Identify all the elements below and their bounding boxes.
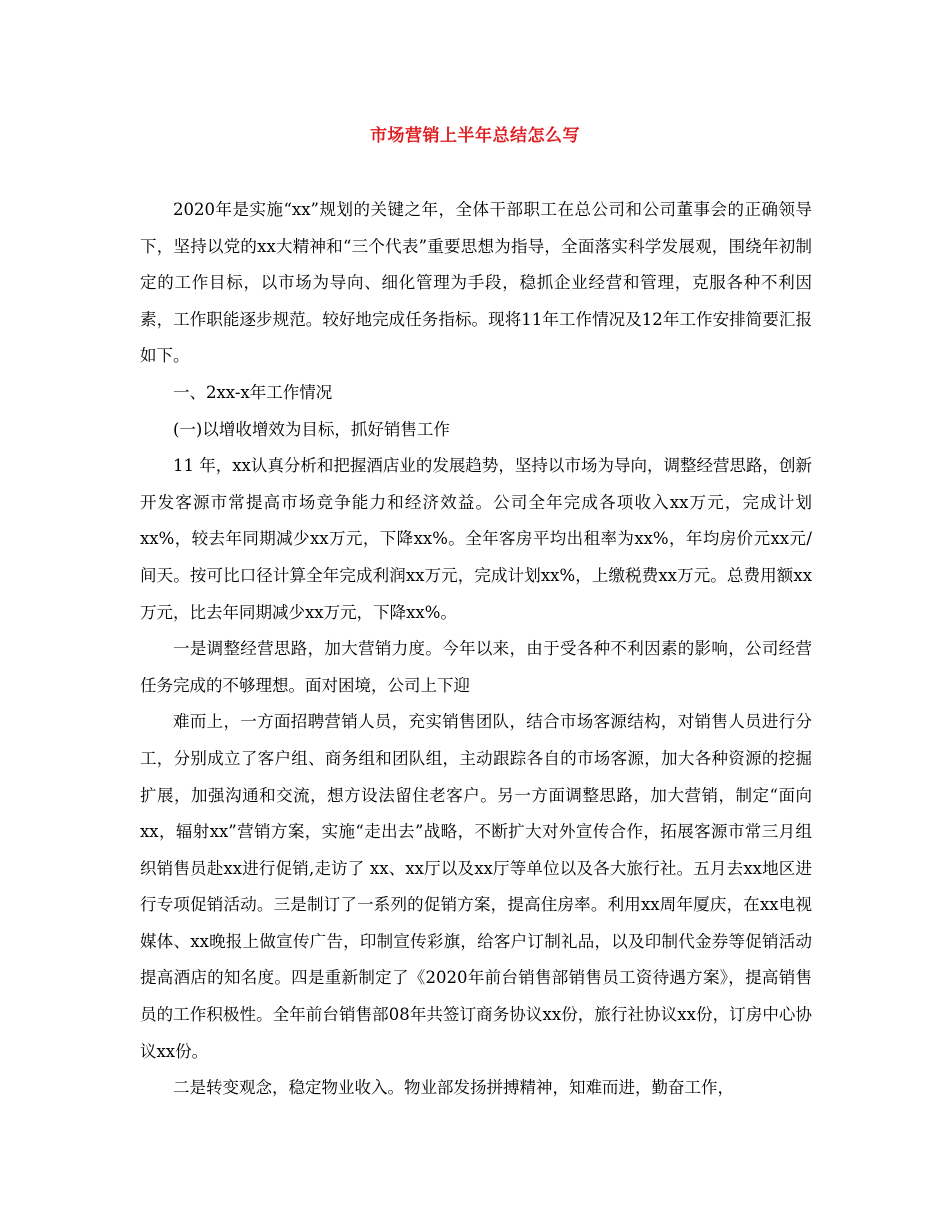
section-heading-1: 一、2xx-x年工作情况 bbox=[173, 382, 333, 402]
paragraph-strategy-intro: 一是调整经营思路，加大营销力度。今年以来，由于受各种不利因素的影响，公司经营任务完成的不够理想。面对困境，公司上下迎 bbox=[140, 639, 812, 695]
paragraph-property-income: 二是转变观念，稳定物业收入。物业部发扬拼搏精神，知难而进，勤奋工作， bbox=[173, 1078, 734, 1098]
document-title: 市场营销上半年总结怎么写 bbox=[370, 126, 580, 146]
paragraph-annual-results: 11 年，xx认真分析和把握酒店业的发展趋势，坚持以市场为导向，调整经营思路，创新开发客源市常提高市场竞争能力和经济效益。公司全年完成各项收入xx万元，完成计划xx%，较去年同期减少xx万元，下降xx%。全年客房平均出租率为xx%，年均房价元xx元/间天。按可比口径计算全年完成利润xx万元，完成计划xx%，上缴税费xx万元。总费用额xx万元，比去年同期减少xx万元，下降xx%。 bbox=[140, 456, 812, 622]
paragraph-sales-measures: 难而上，一方面招聘营销人员，充实销售团队，结合市场客源结构，对销售人员进行分工，分别成立了客户组、商务组和团队组，主动跟踪各自的市场客源，加大各种资源的挖掘扩展，加强沟通和交流，想方设法留住老客户。另一方面调整思路，加大营销，制定“面向xx，辐射xx”营销方案，实施“走出去”战略，不断扩大对外宣传合作，拓展客源市常三月组织销售员赴xx进行促销,走访了 xx、xx厅以及xx厅等单位以及各大旅行社。五月去xx地区进行专项促销活动。三是制订了一系列的促销方案，提高住房率。利用xx周年厦庆，在xx电视媒体、xx晚报上做宣传广告，印制宣传彩旗，给客户订制礼品，以及印制代金券等促销活动提高酒店的知名度。四是重新制定了《2020年前台销售部销售员工资待遇方案》，提高销售员的工作积极性。全年前台销售部08年共签订商务协议xx份，旅行社协议xx份，订房中心协议xx份。 bbox=[140, 712, 812, 1061]
document-body bbox=[140, 192, 812, 1107]
paragraph-intro: 2020年是实施“xx”规划的关键之年，全体干部职工在总公司和公司董事会的正确领导下，坚持以党的xx大精神和“三个代表”重要思想为指导，全面落实科学发展观，围绕年初制定的工作目标，以市场为导向、细化管理为手段，稳抓企业经营和管理，克服各种不利因素，工作职能逐步规范。较好地完成任务指标。现将11年工作情况及12年工作安排简要汇报如下。 bbox=[140, 200, 812, 366]
subsection-heading-1: (一)以增收增效为目标，抓好销售工作 bbox=[173, 419, 450, 439]
